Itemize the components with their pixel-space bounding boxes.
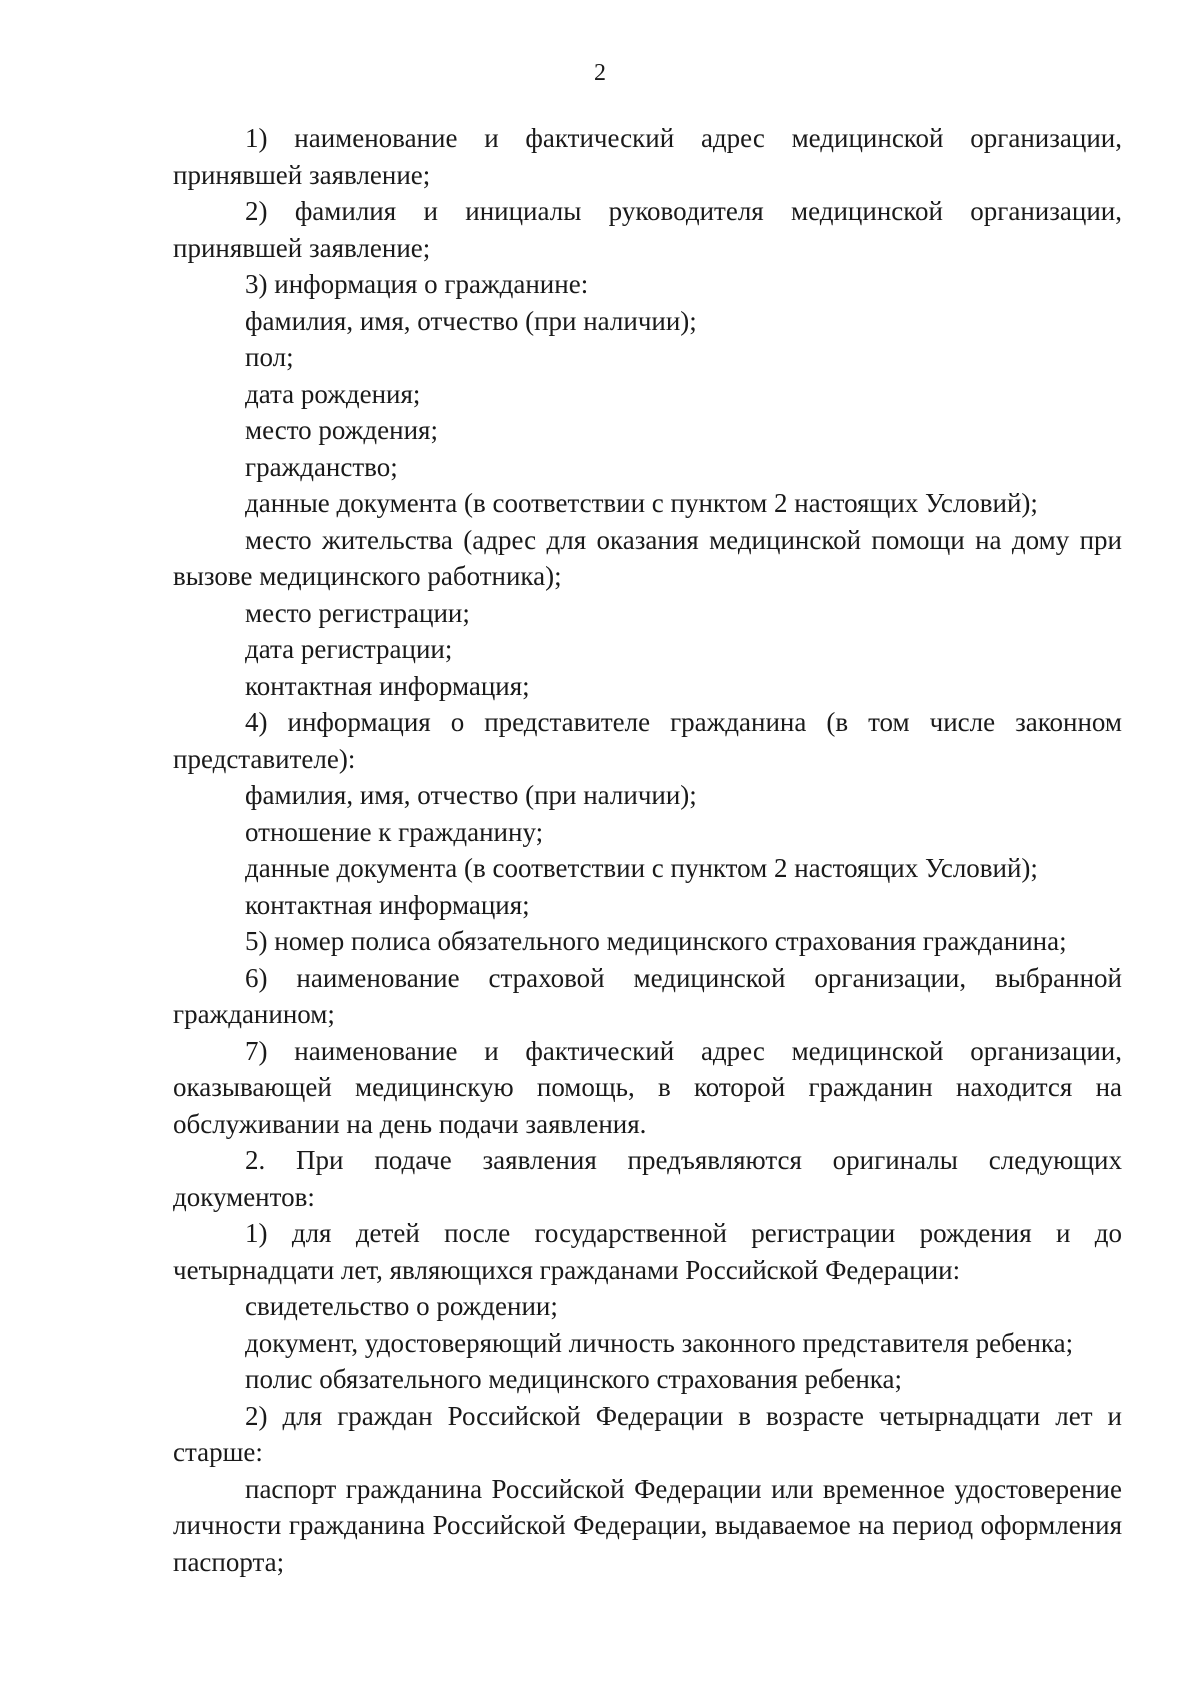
paragraph: 3) информация о гражданине:	[245, 269, 589, 299]
paragraph: паспорт гражданина Российской Федерации или временное удостоверение личности гражданина Российской Федерации, выдаваемое на период оформления паспорта;	[173, 1473, 1122, 1577]
paragraph: место регистрации;	[245, 597, 470, 628]
paragraph: свидетельство о рождении;	[245, 1291, 558, 1321]
paragraph: 1) для детей после государственной регистрации рождения и до четырнадцати лет, являющихся гражданами Российской Федерации:	[173, 1218, 1122, 1285]
paragraph: фамилия, имя, отчество (при наличии);	[245, 305, 697, 336]
paragraph: контактная информация;	[245, 889, 530, 920]
paragraph: документ, удостоверяющий личность законного представителя ребенка;	[245, 1327, 1074, 1358]
paragraph: полис обязательного медицинского страхования ребенка;	[245, 1364, 902, 1394]
document-body	[173, 120, 1122, 1580]
paragraph: место рождения;	[245, 415, 438, 445]
paragraph: фамилия, имя, отчество (при наличии);	[245, 780, 697, 810]
paragraph: контактная информация;	[245, 670, 530, 701]
page-number: 2	[594, 60, 606, 86]
paragraph: отношение к гражданину;	[245, 816, 544, 847]
paragraph: 6) наименование страховой медицинской организации, выбранной гражданином;	[173, 962, 1122, 1029]
paragraph: дата регистрации;	[245, 634, 453, 664]
paragraph: 5) номер полиса обязательного медицинского страхования гражданина;	[245, 926, 1067, 956]
paragraph: 2) для граждан Российской Федерации в возрасте четырнадцати лет и старше:	[173, 1400, 1122, 1467]
paragraph: 7) наименование и фактический адрес медицинской организации, оказывающей медицинскую помощь, в которой гражданин находится на обслуживании на день подачи заявления.	[173, 1035, 1122, 1139]
paragraph: дата рождения;	[245, 378, 421, 409]
paragraph: 4) информация о представителе гражданина (в том числе законном представителе):	[173, 707, 1122, 774]
paragraph: пол;	[245, 342, 294, 372]
paragraph: 2. При подаче заявления предъявляются оригиналы следующих документов:	[173, 1145, 1122, 1212]
paragraph: место жительства (адрес для оказания медицинской помощи на дому при вызове медицинского работника);	[173, 524, 1122, 591]
paragraph: данные документа (в соответствии с пунктом 2 настоящих Условий);	[245, 853, 1038, 883]
paragraph: данные документа (в соответствии с пунктом 2 настоящих Условий);	[245, 488, 1038, 518]
paragraph: гражданство;	[245, 451, 398, 482]
paragraph: 2) фамилия и инициалы руководителя медицинской организации, принявшей заявление;	[173, 196, 1122, 263]
paragraph: 1) наименование и фактический адрес медицинской организации, принявшей заявление;	[173, 123, 1122, 190]
